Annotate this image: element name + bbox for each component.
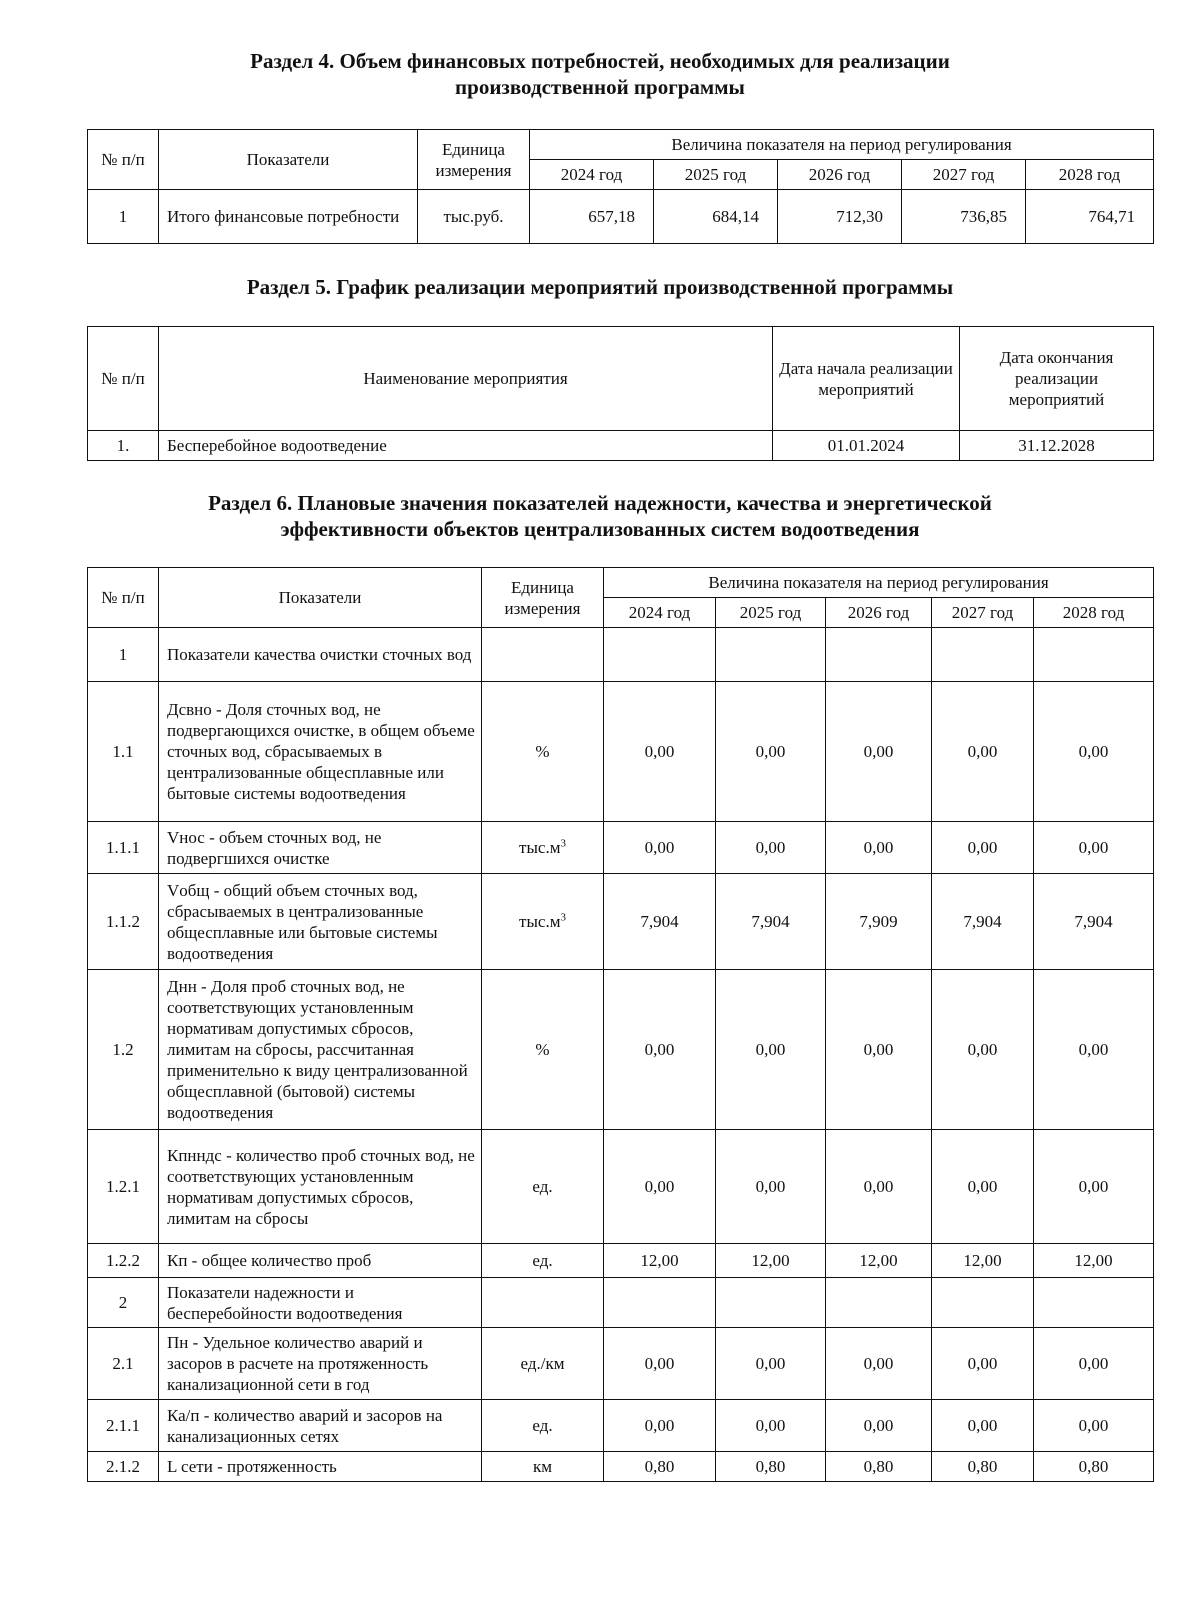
header-num: № п/п [88,327,159,431]
row-indicator: Днн - Доля проб сточных вод, не соответствующих установленным нормативам допустимых сбросов, лимитам на сбросы, рассчитанная применительно к виду централизованной общесплавной (бытовой) системы водоотведения [159,970,482,1130]
section4-table [87,129,1154,244]
row-value: 0,00 [1034,970,1154,1130]
row-unit-text: км [532,1457,553,1476]
row-value: 0,00 [604,822,716,874]
row-value: 12,00 [716,1244,826,1278]
table-row [88,431,1154,461]
row-value: 0,00 [826,1400,932,1452]
table-row [88,1278,1154,1328]
section6-table-body [88,628,1154,1482]
row-unit [482,1244,604,1278]
header-unit: Единица измерения [418,130,530,190]
row-value: 0,00 [716,822,826,874]
row-value [716,1278,826,1328]
header-end-date: Дата окончания реализации мероприятий [960,327,1154,431]
row-value: 0,00 [716,1328,826,1400]
row-unit [482,1452,604,1482]
row-num: 1.1 [88,682,159,822]
table-row [88,190,1154,244]
row-start-date: 01.01.2024 [773,431,960,461]
section4-title-line1: Раздел 4. Объем финансовых потребностей, необходимых для реализации [250,49,950,73]
row-value [826,1278,932,1328]
section6-table [87,567,1154,1482]
row-indicator: Кп - общее количество проб [159,1244,482,1278]
row-indicator: Дсвно - Доля сточных вод, не подвергающихся очистке, в общем объеме сточных вод, сбрасываемых в централизованные общесплавные или бытовые системы водоотведения [159,682,482,822]
row-value [604,628,716,682]
row-unit [482,1130,604,1244]
section4-title-line2: производственной программы [455,75,745,99]
row-num: 1 [88,190,159,244]
row-indicator: Кпнндс - количество проб сточных вод, не соответствующих установленным нормативам допустимых сбросов, лимитам на сбросы [159,1130,482,1244]
row-value [1034,1278,1154,1328]
table-row [88,1328,1154,1400]
row-num: 2.1 [88,1328,159,1400]
row-value: 0,00 [716,1130,826,1244]
row-value: 0,00 [604,1328,716,1400]
row-value: 0,00 [716,682,826,822]
row-unit [482,628,604,682]
row-value: 764,71 [1026,190,1154,244]
section5-title: Раздел 5. График реализации мероприятий производственной программы [246,275,954,299]
row-unit-text: тыс.м [519,912,561,931]
row-value: 0,00 [932,1400,1034,1452]
row-unit-text: % [535,1040,550,1059]
row-unit [482,970,604,1130]
row-value: 0,00 [932,822,1034,874]
row-value: 12,00 [932,1244,1034,1278]
row-value: 7,909 [826,874,932,970]
table-row [88,874,1154,970]
row-value: 0,80 [716,1452,826,1482]
row-value: 0,00 [932,682,1034,822]
row-value: 657,18 [530,190,654,244]
section6-title [0,490,1200,542]
row-value [932,1278,1034,1328]
row-value: 0,00 [604,682,716,822]
row-value: 12,00 [604,1244,716,1278]
row-value: 7,904 [716,874,826,970]
row-value [932,628,1034,682]
row-value: 0,80 [826,1452,932,1482]
row-value: 7,904 [604,874,716,970]
table-row [88,1244,1154,1278]
row-unit-text: % [535,742,550,761]
header-period: Величина показателя на период регулирования [530,130,1154,160]
row-value: 0,00 [932,1130,1034,1244]
row-value: 736,85 [902,190,1026,244]
table-row [88,1452,1154,1482]
row-value: 0,00 [932,1328,1034,1400]
row-value: 0,00 [604,1130,716,1244]
row-indicator: Ка/п - количество аварий и засоров на канализационных сетях [159,1400,482,1452]
row-indicator: Показатели надежности и бесперебойности водоотведения [159,1278,482,1328]
header-year: 2028 год [1026,160,1154,190]
row-value: 7,904 [932,874,1034,970]
table-row [88,1130,1154,1244]
header-year: 2028 год [1034,598,1154,628]
row-indicator: Показатели качества очистки сточных вод [159,628,482,682]
header-name: Наименование мероприятия [159,327,773,431]
table-row [88,822,1154,874]
row-unit-text: ед./км [520,1354,565,1373]
row-value: 0,00 [826,682,932,822]
row-value: 684,14 [654,190,778,244]
row-value: 0,00 [604,970,716,1130]
row-num: 1. [88,431,159,461]
row-value [826,628,932,682]
header-num: № п/п [88,568,159,628]
row-value: 0,00 [604,1400,716,1452]
row-value: 0,00 [716,1400,826,1452]
row-unit-text: ед. [532,1416,553,1435]
header-num: № п/п [88,130,159,190]
row-unit-text: ед. [532,1177,553,1196]
row-unit-superscript: 3 [560,911,566,924]
row-value: 12,00 [1034,1244,1154,1278]
row-value [1034,628,1154,682]
header-indicator: Показатели [159,130,418,190]
header-start-date: Дата начала реализации мероприятий [773,327,960,431]
row-unit-text: ед. [532,1251,553,1270]
row-value: 0,00 [716,970,826,1130]
table-row [88,682,1154,822]
row-value: 0,80 [604,1452,716,1482]
row-indicator: Итого финансовые потребности [159,190,418,244]
header-year: 2026 год [778,160,902,190]
table-row [88,970,1154,1130]
row-value: 0,80 [932,1452,1034,1482]
row-value: 0,00 [826,1328,932,1400]
section4-title [0,48,1200,100]
row-num: 2.1.2 [88,1452,159,1482]
header-year: 2024 год [604,598,716,628]
header-year: 2024 год [530,160,654,190]
row-unit [482,682,604,822]
row-indicator: L сети - протяженность [159,1452,482,1482]
row-unit-superscript: 3 [560,837,566,850]
row-unit [482,1278,604,1328]
row-value: 712,30 [778,190,902,244]
row-value: 0,00 [1034,682,1154,822]
row-value: 0,00 [1034,1328,1154,1400]
section6-title-line1: Раздел 6. Плановые значения показателей надежности, качества и энергетической [208,491,992,515]
header-year: 2027 год [902,160,1026,190]
row-unit-text: тыс.м [519,838,561,857]
header-year: 2026 год [826,598,932,628]
row-value: 0,00 [932,970,1034,1130]
row-num: 1 [88,628,159,682]
header-period: Величина показателя на период регулирования [604,568,1154,598]
row-value: 0,00 [826,1130,932,1244]
row-end-date: 31.12.2028 [960,431,1154,461]
header-unit: Единица измерения [482,568,604,628]
row-value [716,628,826,682]
row-num: 1.1.1 [88,822,159,874]
table-row [88,1400,1154,1452]
row-num: 2 [88,1278,159,1328]
row-value: 0,00 [1034,822,1154,874]
row-unit: тыс.руб. [418,190,530,244]
row-num: 1.2.2 [88,1244,159,1278]
section6-title-line2: эффективности объектов централизованных систем водоотведения [280,517,920,541]
row-value: 0,00 [1034,1400,1154,1452]
row-value: 7,904 [1034,874,1154,970]
row-indicator: Пн - Удельное количество аварий и засоров в расчете на протяженность канализационной сети в год [159,1328,482,1400]
section5-table [87,326,1154,461]
row-value: 0,00 [826,970,932,1130]
header-year: 2027 год [932,598,1034,628]
row-num: 1.2.1 [88,1130,159,1244]
header-year: 2025 год [654,160,778,190]
header-year: 2025 год [716,598,826,628]
row-indicator: Vнос - объем сточных вод, не подвергшихся очистке [159,822,482,874]
row-value [604,1278,716,1328]
row-unit [482,1400,604,1452]
table-row [88,628,1154,682]
row-value: 12,00 [826,1244,932,1278]
row-unit [482,874,604,970]
row-value: 0,00 [1034,1130,1154,1244]
row-name: Бесперебойное водоотведение [159,431,773,461]
row-num: 2.1.1 [88,1400,159,1452]
row-unit [482,1328,604,1400]
row-num: 1.1.2 [88,874,159,970]
row-num: 1.2 [88,970,159,1130]
header-indicator: Показатели [159,568,482,628]
row-value: 0,80 [1034,1452,1154,1482]
row-indicator: Vобщ - общий объем сточных вод, сбрасываемых в централизованные общесплавные или бытовые системы водоотведения [159,874,482,970]
row-value: 0,00 [826,822,932,874]
row-unit [482,822,604,874]
